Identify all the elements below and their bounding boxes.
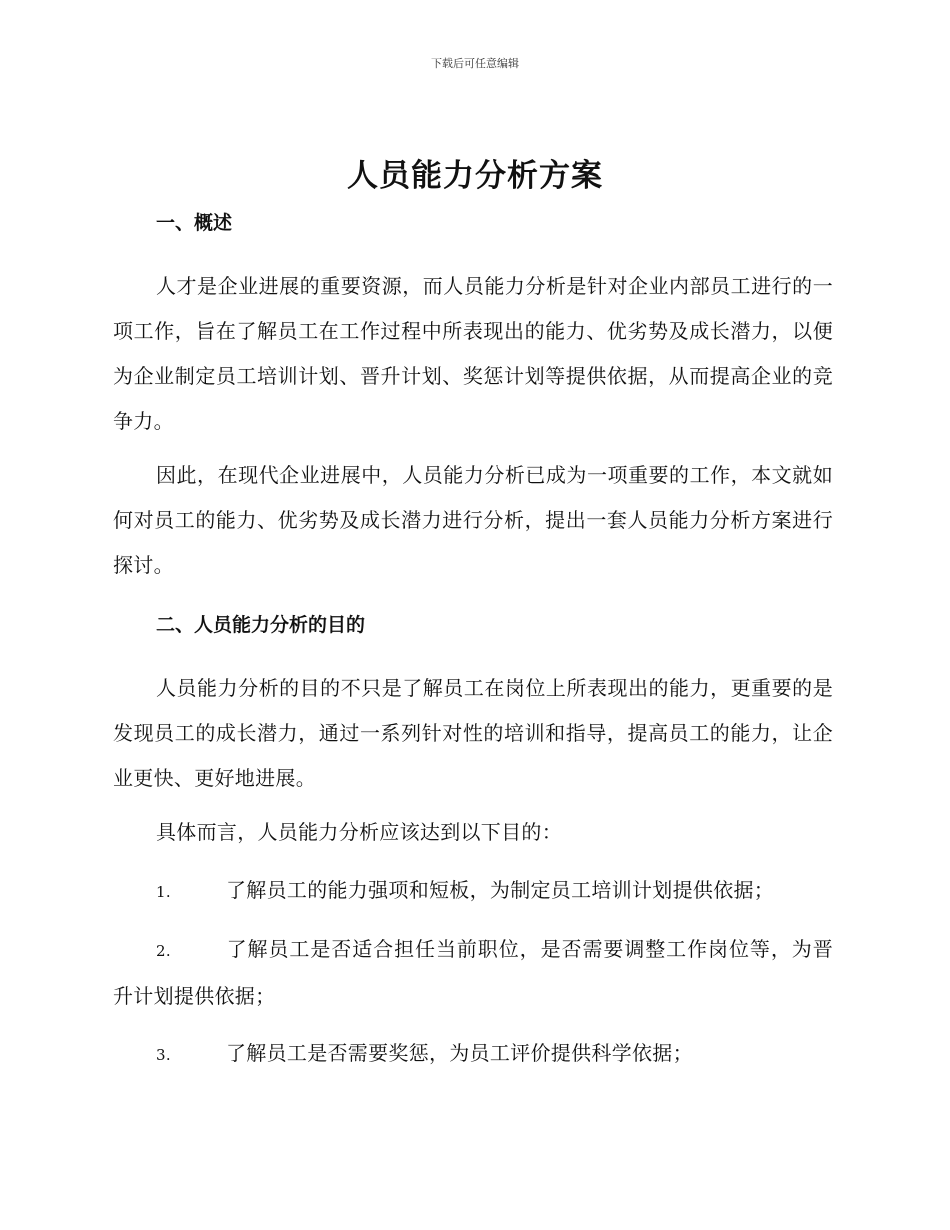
- list-item: [113, 868, 833, 915]
- paragraph: 具体而言，人员能力分析应该达到以下目的：: [156, 820, 562, 844]
- list-item: [113, 927, 833, 1019]
- list-item: [113, 1031, 833, 1078]
- page-title: 人员能力分析方案: [347, 158, 603, 194]
- list-number: 1.: [156, 883, 171, 901]
- list-text: 了解员工的能力强项和短板，为制定员工培训计划提供依据；: [226, 878, 775, 902]
- document-body: [113, 208, 833, 1078]
- list-number: 2.: [156, 942, 171, 960]
- list-number: 3.: [156, 1046, 171, 1064]
- section-heading-purpose: 二、人员能力分析的目的: [156, 614, 366, 636]
- paragraph: 人才是企业进展的重要资源，而人员能力分析是针对企业内部员工进行的一项工作，旨在了解员工在工作过程中所表现出的能力、优劣势及成长潜力，以便为企业制定员工培训计划、晋升计划、奖惩计划等提供依据，从而提高企业的竞争力。: [113, 274, 833, 433]
- section-heading-overview: 一、概述: [156, 212, 233, 234]
- list-text: 了解员工是否适合担任当前职位，是否需要调整工作岗位等，为晋升计划提供依据；: [113, 937, 833, 1008]
- paragraph: 人员能力分析的目的不只是了解员工在岗位上所表现出的能力，更重要的是发现员工的成长潜力，通过一系列针对性的培训和指导，提高员工的能力，让企业更快、更好地进展。: [113, 676, 833, 790]
- paragraph: 因此，在现代企业进展中，人员能力分析已成为一项重要的工作，本文就如何对员工的能力、优劣势及成长潜力进行分析，提出一套人员能力分析方案进行探讨。: [113, 463, 833, 577]
- list-text: 了解员工是否需要奖惩，为员工评价提供科学依据；: [226, 1041, 693, 1065]
- header-note: 下载后可任意编辑: [431, 57, 519, 70]
